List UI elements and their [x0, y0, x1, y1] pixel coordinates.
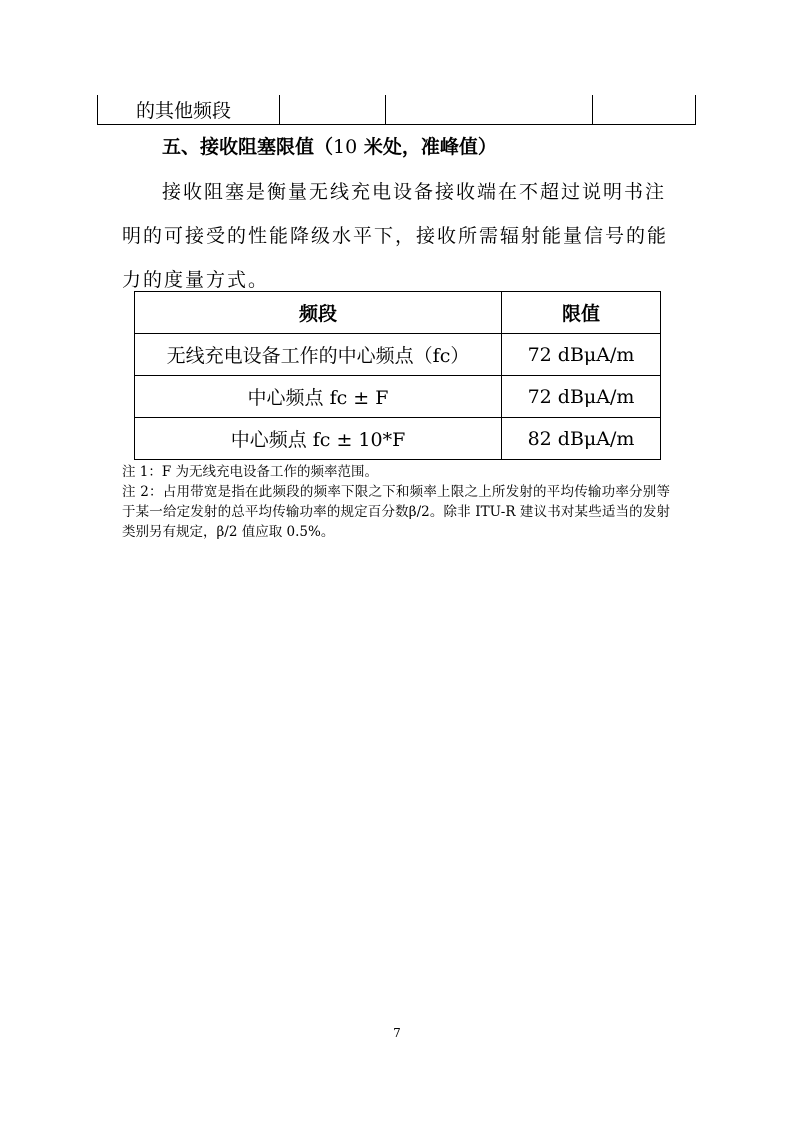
table-row: [98, 95, 696, 125]
header-frequency-band: 频段: [135, 292, 502, 334]
section-heading: [162, 132, 497, 159]
previous-table-fragment: [97, 95, 696, 125]
cell-limit: 72 dBμA/m: [502, 376, 661, 418]
cell-band: 无线充电设备工作的中心频点（fc）: [135, 334, 502, 376]
header-limit: 限值: [502, 292, 661, 334]
cell-limit: 72 dBμA/m: [502, 334, 661, 376]
heading-prefix: 五、接收阻塞限值（: [162, 136, 334, 158]
table-row: [135, 334, 661, 376]
table-header-row: [135, 292, 661, 334]
cell-band: 中心频点 fc ± 10*F: [135, 418, 502, 460]
table-cell: [280, 95, 386, 125]
limits-table: [134, 291, 661, 460]
page-number: 7: [393, 1026, 401, 1040]
table-row: [135, 418, 661, 460]
paragraph-text: 接收阻塞是衡量无线充电设备接收端在不超过说明书注明的可接受的性能降级水平下，接收所需辐射能量信号的能力的度量方式。: [122, 181, 669, 291]
table-cell: 的其他频段: [98, 95, 280, 125]
table-row: [135, 376, 661, 418]
note-2: 注 2：占用带宽是指在此频段的频率下限之下和频率上限之上所发射的平均传输功率分别等于某一给定发射的总平均传输功率的规定百分数β/2。除非 ITU-R 建议书对某些适当的发射类别另有规定，β/2 值应取 0.5%。: [122, 484, 670, 540]
cell-limit: 82 dBμA/m: [502, 418, 661, 460]
cell-band: 中心频点 fc ± F: [135, 376, 502, 418]
table-cell: [386, 95, 593, 125]
heading-suffix: 米处，准峰值）: [357, 136, 497, 158]
table-cell: [593, 95, 696, 125]
heading-number: 10: [333, 136, 358, 158]
note-1: 注 1：F 为无线充电设备工作的频率范围。: [122, 464, 379, 480]
notes-block: [122, 462, 670, 542]
section-paragraph: [122, 170, 677, 302]
